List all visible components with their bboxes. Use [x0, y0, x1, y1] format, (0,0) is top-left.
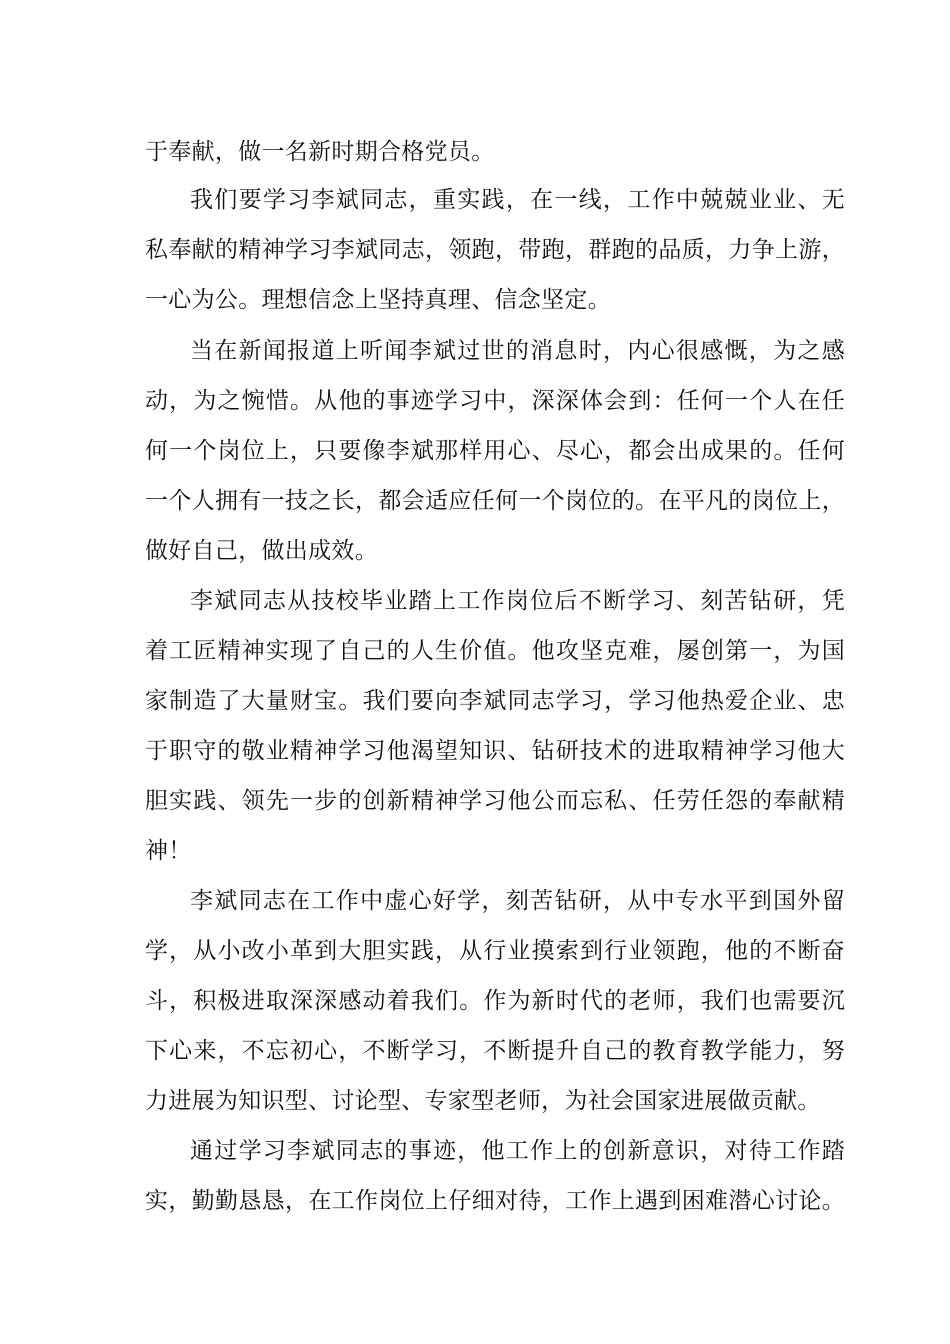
text-line: 我们要学习李斌同志，重实践，在一线，工作中兢兢业业、无	[190, 187, 845, 213]
text-line: 动，为之惋惜。从他的事迹学习中，深深体会到：任何一个人在任	[145, 388, 845, 414]
text-line: 学，从小改小革到大胆实践，从行业摸索到行业领跑，他的不断奋	[145, 938, 845, 964]
text-line: 胆实践、领先一步的创新精神学习他公而忘私、任劳任怨的奉献精	[145, 788, 845, 814]
text-line: 做好自己，做出成效。	[145, 538, 378, 564]
text-line: 神！	[145, 838, 192, 864]
text-line: 一个人拥有一技之长，都会适应任何一个岗位的。在平凡的岗位上，	[145, 488, 845, 514]
text-line: 家制造了大量财宝。我们要向李斌同志学习，学习他热爱企业、忠	[145, 688, 845, 714]
text-line: 下心来，不忘初心，不断学习，不断提升自己的教育教学能力，努	[145, 1038, 845, 1064]
text-line: 于职守的敬业精神学习他渴望知识、钻研技术的进取精神学习他大	[145, 738, 845, 764]
text-line: 李斌同志从技校毕业踏上工作岗位后不断学习、刻苦钻研，凭	[190, 588, 845, 614]
text-line: 一心为公。理想信念上坚持真理、信念坚定。	[145, 287, 611, 313]
text-line: 于奉献，做一名新时期合格党员。	[145, 139, 495, 165]
text-line: 私奉献的精神学习李斌同志，领跑，带跑，群跑的品质，力争上游，	[145, 237, 845, 263]
text-line: 当在新闻报道上听闻李斌过世的消息时，内心很感慨，为之感	[190, 338, 845, 364]
text-line: 何一个岗位上，只要像李斌那样用心、尽心，都会出成果的。任何	[145, 438, 845, 464]
text-line: 实，勤勤恳恳，在工作岗位上仔细对待，工作上遇到困难潜心讨论。	[145, 1188, 845, 1214]
text-line: 李斌同志在工作中虚心好学，刻苦钻研，从中专水平到国外留	[190, 888, 845, 914]
text-line: 斗，积极进取深深感动着我们。作为新时代的老师，我们也需要沉	[145, 988, 845, 1014]
text-line: 着工匠精神实现了自己的人生价值。他攻坚克难，屡创第一，为国	[145, 638, 845, 664]
text-line: 通过学习李斌同志的事迹，他工作上的创新意识，对待工作踏	[190, 1138, 845, 1164]
text-line: 力进展为知识型、讨论型、专家型老师，为社会国家进展做贡献。	[145, 1088, 821, 1114]
